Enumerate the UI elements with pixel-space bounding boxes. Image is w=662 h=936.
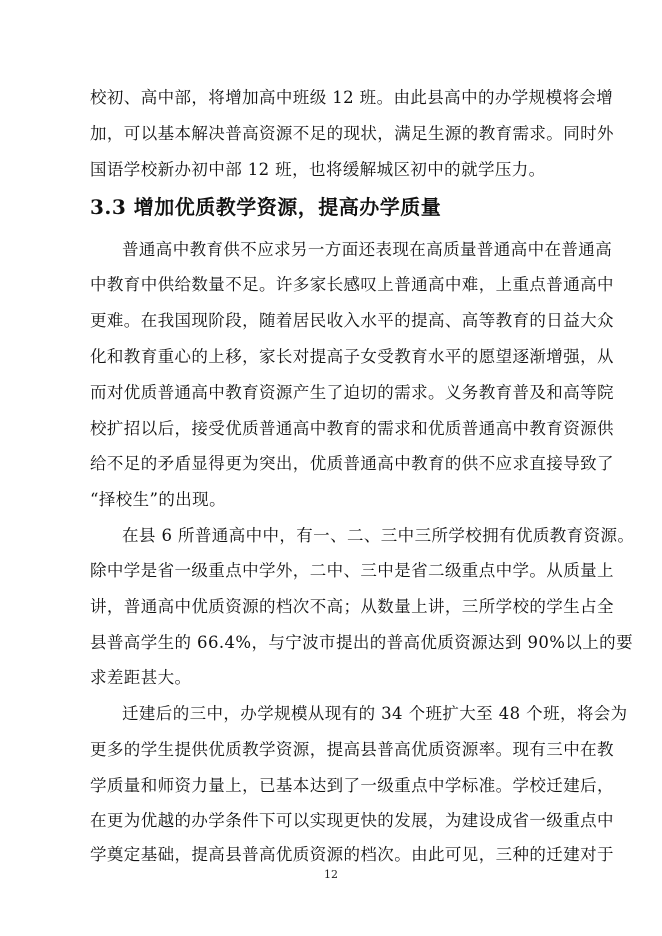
paragraph3-line-4: 在更为优越的办学条件下可以实现更快的发展，为建设成省一级重点中 <box>90 811 614 830</box>
paragraph2-line-5: 求差距甚大。 <box>90 668 192 687</box>
paragraph1-line-6: 校扩招以后，接受优质普通高中教育的需求和优质普通高中教育资源供 <box>90 419 614 438</box>
paragraph1-line-5: 而对优质普通高中教育资源产生了迫切的需求。义务教育普及和高等院 <box>90 383 614 402</box>
intro-line-1: 校初、高中部，将增加高中班级 12 班。由此县高中的办学规模将会增 <box>90 88 614 107</box>
paragraph2-line-1: 在县 6 所普通高中中，有一、二、三中三所学校拥有优质教育资源。 <box>122 526 635 545</box>
paragraph1-line-4: 化和教育重心的上移，家长对提高子女受教育水平的愿望逐渐增强，从 <box>90 347 614 366</box>
intro-line-2: 加，可以基本解决普高资源不足的现状，满足生源的教育需求。同时外 <box>90 124 614 143</box>
paragraph2-line-2: 除中学是省一级重点中学外，二中、三中是省二级重点中学。从质量上 <box>90 561 614 580</box>
page-number: 12 <box>324 868 338 881</box>
section-heading: 3.3 增加优质教学资源，提高办学质量 <box>90 195 442 219</box>
paragraph3-line-5: 学奠定基础，提高县普高优质资源的档次。由此可见，三种的迁建对于 <box>90 845 614 864</box>
paragraph2-line-4: 县普高学生的 66.4%，与宁波市提出的普高优质资源达到 90%以上的要 <box>90 633 633 652</box>
paragraph1-line-3: 更难。在我国现阶段，随着居民收入水平的提高、高等教育的日益大众 <box>90 311 614 330</box>
intro-line-3: 国语学校新办初中部 12 班，也将缓解城区初中的就学压力。 <box>90 160 546 179</box>
paragraph1-line-7: 给不足的矛盾显得更为突出，优质普通高中教育的供不应求直接导致了 <box>90 454 614 473</box>
paragraph3-line-2: 更多的学生提供优质教学资源，提高县普高优质资源率。现有三中在教 <box>90 740 614 759</box>
paragraph3-line-3: 学质量和师资力量上，已基本达到了一级重点中学标准。学校迁建后， <box>90 776 614 795</box>
paragraph3-line-1: 迁建后的三中，办学规模从现有的 34 个班扩大至 48 个班，将会为 <box>122 704 628 723</box>
paragraph1-line-2: 中教育中供给数量不足。许多家长感叹上普通高中难，上重点普通高中 <box>90 275 614 294</box>
paragraph2-line-3: 讲，普通高中优质资源的档次不高；从数量上讲，三所学校的学生占全 <box>90 597 614 616</box>
paragraph1-line-8: “择校生”的出现。 <box>90 490 226 509</box>
paragraph1-line-1: 普通高中教育供不应求另一方面还表现在高质量普通高中在普通高 <box>122 240 613 259</box>
